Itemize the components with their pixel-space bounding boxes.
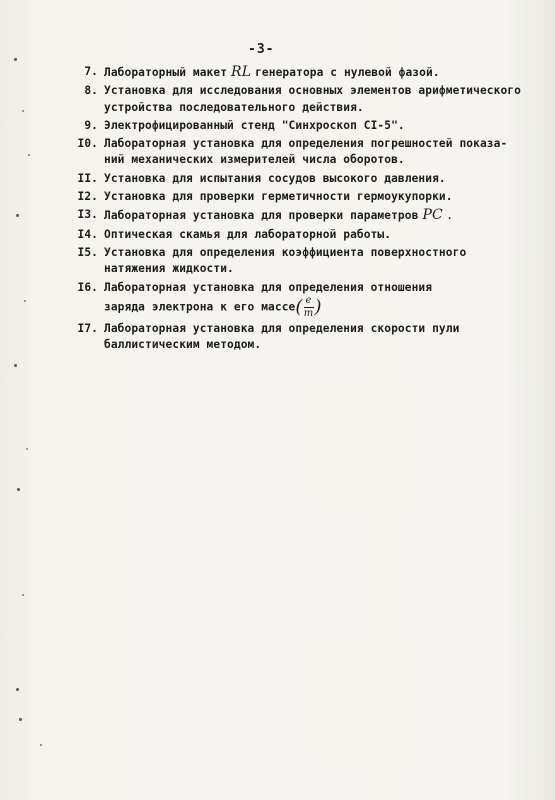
item-line: Установка для определения коэффициента поверхностного xyxy=(104,245,467,259)
item-number: I2. xyxy=(77,190,98,204)
item-line: Электрофицированный стенд "Синхроскоп CI-5". xyxy=(104,118,405,132)
item-line: Установка для испытания сосудов высокого давления. xyxy=(104,171,446,185)
item-line: Оптическая скамья для лабораторной работы. xyxy=(104,227,392,241)
list-item xyxy=(74,171,524,187)
handwritten-annotation: RL xyxy=(231,64,252,80)
binder-hole xyxy=(16,214,19,217)
item-line: Лабораторная установка для определения погрешностей показа- xyxy=(104,137,508,151)
scan-speck xyxy=(26,448,28,450)
item-text xyxy=(104,83,524,116)
binder-hole xyxy=(19,718,22,721)
handwritten-annotation: PC . xyxy=(422,207,452,224)
item-line: Лабораторная установка для определения отношения xyxy=(104,280,433,294)
item-number: 8. xyxy=(84,84,98,98)
item-text xyxy=(104,280,524,319)
scan-speck xyxy=(22,594,24,596)
binder-hole xyxy=(14,58,17,61)
item-line: Установка для проверки герметичности гермоукупорки. xyxy=(104,190,453,204)
scan-speck xyxy=(24,300,26,302)
equipment-list xyxy=(74,64,524,355)
scan-speck xyxy=(28,154,30,156)
item-line: устройства последовательного действия. xyxy=(104,100,364,114)
list-item xyxy=(74,136,524,169)
list-item xyxy=(74,280,524,319)
scan-speck xyxy=(40,744,42,746)
item-line: баллистическим методом. xyxy=(104,338,262,352)
list-item xyxy=(74,189,524,205)
list-item xyxy=(74,227,524,243)
list-item xyxy=(74,245,524,278)
item-number: I6. xyxy=(77,280,98,294)
list-item xyxy=(74,321,524,354)
fraction-numerator: e xyxy=(305,294,312,306)
list-item xyxy=(74,118,524,134)
list-item xyxy=(74,207,524,224)
item-number: II. xyxy=(77,171,98,185)
binder-hole xyxy=(17,488,20,491)
list-item xyxy=(74,64,524,81)
item-text xyxy=(104,189,524,205)
item-line: ний механических измерителей числа оборотов. xyxy=(104,153,405,167)
binder-hole xyxy=(14,364,17,367)
item-line: Лабораторная установка для определения скорости пули xyxy=(104,321,460,335)
item-line: заряда электрона к его массе( $\frac{e}{m}$ ) xyxy=(104,294,322,319)
list-item xyxy=(74,83,524,116)
item-number: 7. xyxy=(84,65,98,78)
item-text xyxy=(104,171,524,187)
item-text xyxy=(104,245,524,278)
item-number: I4. xyxy=(77,227,98,241)
item-text xyxy=(104,118,524,134)
item-number: 9. xyxy=(84,118,98,132)
item-text xyxy=(104,227,524,243)
fraction-denominator: m xyxy=(303,307,314,319)
item-text xyxy=(104,136,524,169)
item-text xyxy=(104,64,524,81)
item-line: Лабораторная установка для проверки параметров PC . xyxy=(104,207,524,224)
item-number: I7. xyxy=(77,321,98,335)
item-number: I3. xyxy=(77,208,98,222)
scan-speck xyxy=(22,110,24,112)
item-text xyxy=(104,207,524,224)
item-number: I0. xyxy=(77,137,98,151)
binder-hole xyxy=(16,688,19,691)
item-text xyxy=(104,321,524,354)
page-number: -3- xyxy=(248,42,275,57)
handwritten-fraction: ( $\frac{e}{m}$ ) xyxy=(295,294,322,319)
item-number: I5. xyxy=(77,245,98,259)
item-line: Установка для исследования основных элементов арифметического xyxy=(104,84,521,98)
item-line: Лабораторный макет RL генератора с нулевой фазой. xyxy=(104,64,440,80)
item-line: натяжения жидкости. xyxy=(104,262,234,276)
